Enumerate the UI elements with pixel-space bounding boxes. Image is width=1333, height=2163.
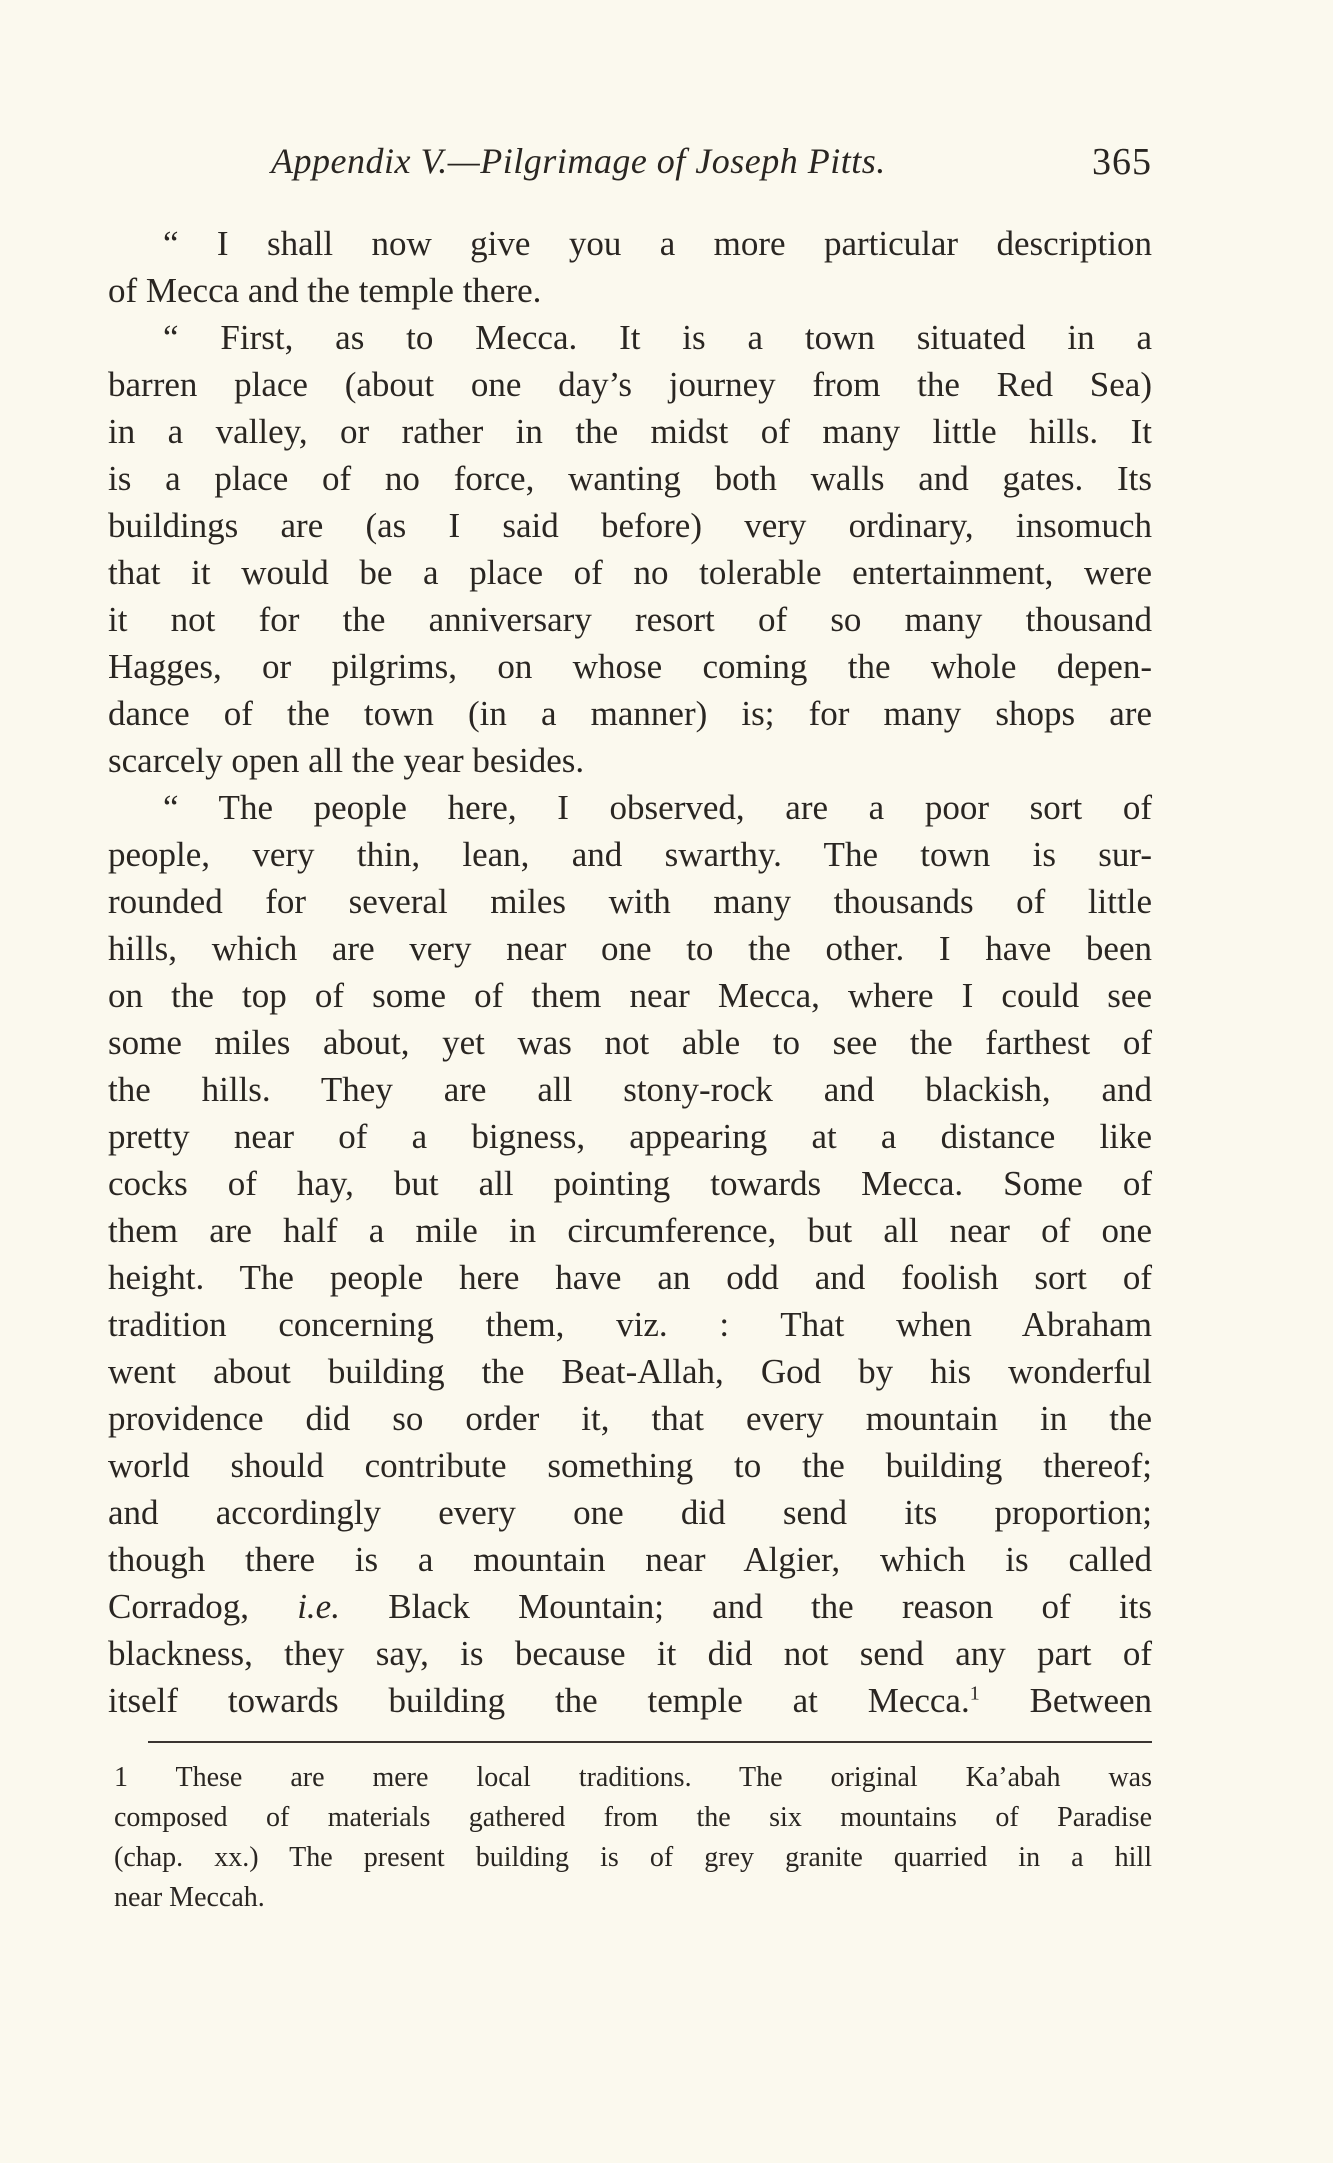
- text-line: in a valley, or rather in the midst of many little hills. It: [108, 412, 1152, 451]
- text-line: “ The people here, I observed, are a poor sort of: [163, 788, 1152, 827]
- running-head: [108, 140, 1152, 188]
- text-line: barren place (about one day’s journey from the Red Sea): [108, 365, 1152, 404]
- text-line: providence did so order it, that every mountain in the: [108, 1399, 1152, 1438]
- footnote: [114, 1758, 1152, 1918]
- text-line: world should contribute something to the building thereof;: [108, 1446, 1152, 1485]
- text-line: “ I shall now give you a more particular description: [163, 224, 1152, 263]
- body-text: [108, 220, 1152, 1724]
- text-line: hills, which are very near one to the other. I have been: [108, 929, 1152, 968]
- footnote-marker: 1: [969, 1682, 980, 1705]
- text-line: [108, 1583, 1152, 1630]
- text-segment: itself towards building the temple at Mecca.: [108, 1681, 970, 1720]
- text-line: the hills. They are all stony-rock and blackish, and: [108, 1070, 1152, 1109]
- text-line: that it would be a place of no tolerable entertainment, were: [108, 553, 1152, 592]
- text-line: of Mecca and the temple there.: [108, 271, 542, 310]
- text-line: it not for the anniversary resort of so many thousand: [108, 600, 1152, 639]
- text-segment: Corradog,: [108, 1587, 249, 1626]
- footnote-line: (chap. xx.) The present building is of grey granite quarried in a hill: [114, 1842, 1152, 1873]
- text-line: and accordingly every one did send its proportion;: [108, 1493, 1152, 1532]
- footnote-rule: [148, 1741, 1152, 1743]
- text-line: them are half a mile in circumference, but all near of one: [108, 1211, 1152, 1250]
- text-line: on the top of some of them near Mecca, where I could see: [108, 976, 1152, 1015]
- text-line: though there is a mountain near Algier, which is called: [108, 1540, 1152, 1579]
- text-segment: Between: [1029, 1681, 1153, 1720]
- text-line: tradition concerning them, viz. : That when Abraham: [108, 1305, 1152, 1344]
- running-title: Appendix V.—Pilgrimage of Joseph Pitts.: [271, 141, 886, 181]
- text-line: pretty near of a bigness, appearing at a distance like: [108, 1117, 1152, 1156]
- text-line: went about building the Beat-Allah, God by his wonderful: [108, 1352, 1152, 1391]
- text-line: cocks of hay, but all pointing towards Mecca. Some of: [108, 1164, 1152, 1203]
- italic-abbreviation: i.e.: [297, 1587, 340, 1626]
- text-line: “ First, as to Mecca. It is a town situated in a: [163, 318, 1152, 357]
- text-line: some miles about, yet was not able to see the farthest of: [108, 1023, 1152, 1062]
- text-line: [108, 1677, 1152, 1724]
- text-line: Hagges, or pilgrims, on whose coming the whole depen-: [108, 647, 1152, 686]
- text-line: rounded for several miles with many thousands of little: [108, 882, 1152, 921]
- text-line: buildings are (as I said before) very ordinary, insomuch: [108, 506, 1152, 545]
- text-line: scarcely open all the year besides.: [108, 741, 585, 780]
- footnote-line: composed of materials gathered from the six mountains of Paradise: [114, 1802, 1152, 1833]
- text-line: people, very thin, lean, and swarthy. The town is sur-: [108, 835, 1152, 874]
- page-number: 365: [1092, 141, 1152, 183]
- footnote-line: near Meccah.: [114, 1882, 265, 1913]
- text-line: dance of the town (in a manner) is; for many shops are: [108, 694, 1152, 733]
- text-line: is a place of no force, wanting both walls and gates. Its: [108, 459, 1152, 498]
- footnote-line: 1 These are mere local traditions. The original Ka’abah was: [114, 1762, 1152, 1793]
- text-segment: Black Mountain; and the reason of its: [388, 1587, 1153, 1626]
- text-line: blackness, they say, is because it did not send any part of: [108, 1634, 1152, 1673]
- text-line: height. The people here have an odd and foolish sort of: [108, 1258, 1152, 1297]
